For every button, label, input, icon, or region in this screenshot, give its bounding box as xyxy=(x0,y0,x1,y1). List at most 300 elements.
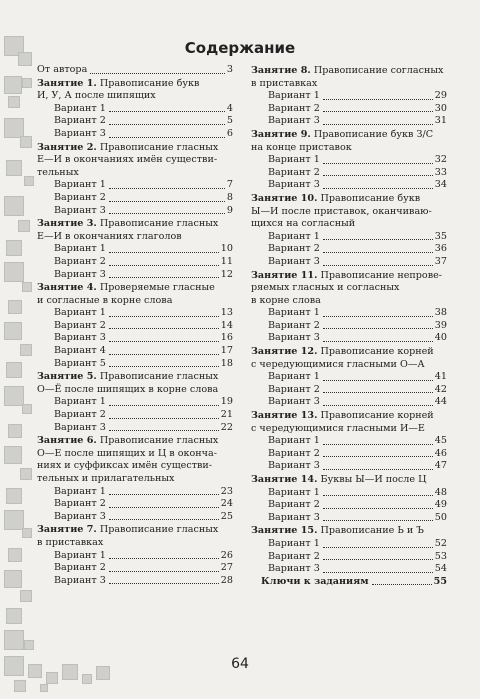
decorative-square xyxy=(24,176,34,186)
variant-entry xyxy=(37,243,233,256)
entry-label: От автора xyxy=(37,64,88,75)
entry-label: Вариант 1 xyxy=(54,485,106,497)
variant-entry xyxy=(37,332,233,345)
decorative-square xyxy=(6,608,22,624)
decorative-square xyxy=(6,488,22,504)
entry-label: Вариант 3 xyxy=(268,179,320,191)
lesson-number: Занятие 5. xyxy=(37,371,97,383)
entry-page-number: 23 xyxy=(220,485,233,497)
entry-label: Вариант 1 xyxy=(268,486,320,498)
variant-entry xyxy=(251,231,447,244)
dot-leader xyxy=(109,429,219,431)
variant-entry xyxy=(37,192,233,205)
entry-label: Вариант 3 xyxy=(268,511,320,523)
decorative-square xyxy=(6,362,22,378)
entry-page-number: 40 xyxy=(434,332,447,344)
decorative-square xyxy=(8,548,22,562)
lesson-title-text: щихся на согласный xyxy=(251,218,356,230)
entry-label: Вариант 1 xyxy=(54,549,106,561)
variant-entry xyxy=(37,256,233,269)
dot-leader xyxy=(109,187,225,189)
dot-leader xyxy=(323,238,433,240)
variant-entry xyxy=(37,409,233,422)
lesson-title-line xyxy=(251,474,447,487)
dot-leader xyxy=(323,340,433,342)
entry-page-number: 18 xyxy=(220,357,233,369)
variant-entry xyxy=(37,562,233,575)
variant-entry xyxy=(37,205,233,218)
entry-label: Вариант 1 xyxy=(54,396,106,408)
dot-leader xyxy=(323,379,433,381)
entry-label: Вариант 2 xyxy=(268,383,320,395)
entry-page-number: 50 xyxy=(434,511,447,523)
lesson-number: Занятие 15. xyxy=(251,525,318,537)
entry-page-number: 42 xyxy=(434,383,447,395)
dot-leader xyxy=(323,123,433,125)
decorative-square xyxy=(4,510,24,530)
entry-label: Вариант 2 xyxy=(268,319,320,331)
lesson-title-line xyxy=(251,206,447,219)
dot-leader xyxy=(323,251,433,253)
dot-leader xyxy=(372,583,432,585)
variant-entry xyxy=(251,435,447,448)
lesson-title-text: Правописание гласных xyxy=(99,435,219,447)
entry-label: Вариант 3 xyxy=(54,421,106,433)
lesson-title-text: Правописание букв xyxy=(320,192,421,204)
variant-entry xyxy=(37,269,233,282)
entry-page-number: 8 xyxy=(226,191,233,203)
entry-label: Вариант 3 xyxy=(54,574,106,586)
variant-entry xyxy=(251,332,447,345)
lesson-title-text: Правописание гласных xyxy=(99,141,219,153)
lesson-title-text: в корне слова xyxy=(251,294,321,306)
decorative-square xyxy=(14,680,26,692)
variant-entry xyxy=(251,448,447,461)
lesson-title-line xyxy=(251,359,447,372)
variant-entry xyxy=(251,512,447,525)
dot-leader xyxy=(323,174,433,176)
entry-label: Вариант 1 xyxy=(54,179,106,191)
decorative-square xyxy=(40,684,48,692)
dot-leader xyxy=(323,455,433,457)
decorative-square xyxy=(8,96,20,108)
entry-page-number: 55 xyxy=(433,575,447,587)
variant-entry xyxy=(37,103,233,116)
lesson-entry xyxy=(251,410,447,473)
entry-label: Вариант 4 xyxy=(54,345,106,357)
entry-page-number: 16 xyxy=(220,332,233,344)
lesson-title-line xyxy=(37,154,233,167)
entry-label: Вариант 3 xyxy=(54,204,106,216)
lesson-title-text: О—Ё после шипящих в корне слова xyxy=(37,383,219,395)
lesson-title-line xyxy=(251,129,447,142)
decorative-square xyxy=(6,160,22,176)
lesson-title-line xyxy=(251,193,447,206)
lesson-title-line xyxy=(37,371,233,384)
entry-label: Вариант 2 xyxy=(268,499,320,511)
toc-right-column xyxy=(251,64,447,588)
lesson-title-line xyxy=(37,524,233,537)
lesson-title-text: Правописание гласных xyxy=(99,218,219,230)
lesson-entry xyxy=(251,474,447,524)
variant-entry xyxy=(37,358,233,371)
entry-page-number: 44 xyxy=(434,396,447,408)
lesson-entry xyxy=(251,346,447,409)
variant-entry xyxy=(37,550,233,563)
variant-entry xyxy=(251,563,447,576)
entry-label: Вариант 2 xyxy=(54,498,106,510)
variant-entry xyxy=(251,396,447,409)
variant-entry xyxy=(251,167,447,180)
entry-page-number: 6 xyxy=(226,127,233,139)
lesson-title-line xyxy=(37,142,233,155)
decorative-square xyxy=(4,262,24,282)
lesson-title-line xyxy=(37,78,233,91)
entry-page-number: 45 xyxy=(434,435,447,447)
entry-page-number: 4 xyxy=(226,102,233,114)
entry-label: Вариант 1 xyxy=(268,154,320,166)
lesson-title-line xyxy=(251,142,447,155)
entry-label: Вариант 2 xyxy=(54,562,106,574)
dot-leader xyxy=(323,546,433,548)
entry-page-number: 22 xyxy=(220,421,233,433)
lesson-number: Занятие 14. xyxy=(251,474,318,485)
decorative-square xyxy=(22,282,32,292)
lesson-title-text: И, У, А после шипящих xyxy=(37,90,156,102)
lesson-number: Занятие 10. xyxy=(251,192,318,204)
lesson-title-text: тельных и прилагательных xyxy=(37,473,175,484)
entry-label: Вариант 2 xyxy=(268,243,320,255)
decorative-square xyxy=(4,322,22,340)
lesson-title-text: тельных xyxy=(37,166,79,178)
entry-label: Вариант 5 xyxy=(54,357,106,369)
lesson-number: Занятие 13. xyxy=(251,410,318,422)
variant-entry xyxy=(251,103,447,116)
dot-leader xyxy=(323,443,433,445)
dot-leader xyxy=(323,519,433,521)
variant-entry xyxy=(251,90,447,103)
entry-page-number: 39 xyxy=(434,319,447,331)
variant-entry xyxy=(251,384,447,397)
entry-page-number: 36 xyxy=(434,243,447,255)
variant-entry xyxy=(37,345,233,358)
entry-page-number: 9 xyxy=(226,204,233,216)
lesson-title-line xyxy=(251,346,447,359)
decorative-square xyxy=(46,672,58,684)
dot-leader xyxy=(109,276,219,278)
lesson-title-text: Правописание непрове- xyxy=(320,269,443,281)
entry-label: Вариант 2 xyxy=(268,102,320,114)
entry-page-number: 3 xyxy=(226,64,233,75)
lesson-title-text: и согласные в корне слова xyxy=(37,294,173,306)
entry-page-number: 26 xyxy=(220,549,233,561)
decorative-square xyxy=(4,446,22,464)
dot-leader xyxy=(323,507,433,509)
decorative-square xyxy=(4,570,22,588)
lesson-title-text: на конце приставок xyxy=(251,141,352,153)
lesson-title-text: Правописание корней xyxy=(320,410,434,422)
entry-label: Вариант 2 xyxy=(268,447,320,459)
entry-page-number: 47 xyxy=(434,460,447,472)
entry-page-number: 28 xyxy=(220,574,233,586)
entry-label: Вариант 2 xyxy=(268,166,320,178)
lesson-title-text: Е—И в окончаниях глаголов xyxy=(37,230,182,242)
dot-leader xyxy=(323,162,433,164)
decorative-square xyxy=(18,220,30,232)
entry-label: Ключи к заданиям xyxy=(261,575,369,587)
entry-page-number: 49 xyxy=(434,499,447,511)
dot-leader xyxy=(323,468,433,470)
decorative-square xyxy=(20,590,32,602)
dot-leader xyxy=(109,582,219,584)
lesson-number: Занятие 9. xyxy=(251,128,311,140)
variant-entry xyxy=(37,511,233,524)
entry-page-number: 35 xyxy=(434,230,447,242)
lesson-title-line xyxy=(251,282,447,295)
dot-leader xyxy=(109,417,219,419)
lesson-title-text: в приставках xyxy=(251,77,318,89)
dot-leader xyxy=(323,494,433,496)
lesson-entry xyxy=(37,524,233,587)
entry-page-number: 53 xyxy=(434,550,447,562)
dot-leader xyxy=(109,200,225,202)
entry-page-number: 11 xyxy=(220,255,233,267)
lesson-title-text: О—Е после шипящих и Ц в оконча- xyxy=(37,447,217,459)
entry-label: Вариант 3 xyxy=(54,268,106,280)
lesson-number: Занятие 4. xyxy=(37,282,97,294)
lesson-title-line xyxy=(251,270,447,283)
lesson-title-line xyxy=(37,460,233,473)
lesson-title-line xyxy=(251,410,447,423)
decorative-square xyxy=(4,76,22,94)
variant-entry xyxy=(37,320,233,333)
lesson-title-text: Ы—И после приставок, оканчиваю- xyxy=(251,205,432,217)
entry-label: Вариант 2 xyxy=(54,255,106,267)
dot-leader xyxy=(109,264,219,266)
entry-label: Вариант 2 xyxy=(54,115,106,127)
decorative-square xyxy=(22,78,32,88)
dot-leader xyxy=(109,327,219,329)
entry-page-number: 21 xyxy=(220,409,233,421)
dot-leader xyxy=(323,110,433,112)
lesson-entry xyxy=(37,371,233,434)
lesson-title-text: Проверяемые гласные xyxy=(99,282,215,294)
answer-keys-entry xyxy=(251,576,447,589)
entry-label: Вариант 3 xyxy=(54,510,106,522)
lesson-title-text: Правописание букв З/С xyxy=(313,128,434,140)
dot-leader xyxy=(109,365,219,367)
dot-leader xyxy=(109,212,225,214)
entry-label: Вариант 3 xyxy=(54,332,106,344)
decorative-square xyxy=(24,640,34,650)
lesson-title-line xyxy=(37,295,233,308)
decorative-square xyxy=(4,630,24,650)
entry-page-number: 17 xyxy=(220,345,233,357)
variant-entry xyxy=(251,307,447,320)
dot-leader xyxy=(109,493,219,495)
entry-page-number: 41 xyxy=(434,371,447,383)
entry-label: Вариант 2 xyxy=(54,409,106,421)
decorative-square xyxy=(6,240,22,256)
dot-leader xyxy=(323,558,433,560)
entry-page-number: 7 xyxy=(226,179,233,191)
entry-label: Вариант 3 xyxy=(54,127,106,139)
lesson-title-line xyxy=(251,65,447,78)
decorative-square xyxy=(20,468,32,480)
dot-leader xyxy=(109,570,219,572)
toc-left-column xyxy=(37,64,233,587)
lesson-number: Занятие 12. xyxy=(251,346,318,358)
decorative-square xyxy=(8,424,22,438)
dot-leader xyxy=(323,571,433,573)
variant-entry xyxy=(251,487,447,500)
lesson-number: Занятие 7. xyxy=(37,524,97,536)
lesson-title-text: с чередующимися гласными О—А xyxy=(251,358,425,370)
variant-entry xyxy=(251,243,447,256)
lesson-title-line xyxy=(251,78,447,91)
variant-entry xyxy=(37,422,233,435)
entry-label: Вариант 3 xyxy=(268,460,320,472)
lesson-title-line xyxy=(37,448,233,461)
variant-entry xyxy=(251,115,447,128)
lesson-number: Занятие 3. xyxy=(37,218,97,230)
variant-entry xyxy=(251,154,447,167)
dot-leader xyxy=(323,98,433,100)
lesson-title-line xyxy=(251,525,447,538)
variant-entry xyxy=(251,460,447,473)
variant-entry xyxy=(37,307,233,320)
variant-entry xyxy=(251,538,447,551)
lesson-title-text: ниях и суффиксах имён существи- xyxy=(37,460,213,472)
entry-page-number: 48 xyxy=(434,486,447,498)
decorative-square xyxy=(8,300,22,314)
entry-label: Вариант 2 xyxy=(268,550,320,562)
decorative-square xyxy=(20,344,32,356)
page-number: 64 xyxy=(231,656,249,672)
entry-label: Вариант 1 xyxy=(268,90,320,102)
lesson-title-line xyxy=(37,473,233,486)
lesson-title-line xyxy=(37,384,233,397)
entry-page-number: 37 xyxy=(434,255,447,267)
dot-leader xyxy=(109,110,225,112)
entry-label: Вариант 3 xyxy=(268,115,320,127)
lesson-title-text: ряемых гласных и согласных xyxy=(251,282,400,294)
lesson-title-text: Правописание согласных xyxy=(313,65,444,76)
lesson-title-line xyxy=(37,218,233,231)
decorative-square xyxy=(4,386,24,406)
toc-entry xyxy=(37,64,233,77)
decorative-square xyxy=(82,674,92,684)
lesson-title-text: Е—И в окончаниях имён существи- xyxy=(37,154,218,166)
lesson-entry xyxy=(37,142,233,218)
lesson-entry xyxy=(251,270,447,346)
dot-leader xyxy=(323,391,433,393)
lesson-title-text: Буквы Ы—И после Ц xyxy=(320,474,427,485)
dot-leader xyxy=(109,518,219,520)
lesson-title-line xyxy=(251,423,447,436)
lesson-number: Занятие 1. xyxy=(37,77,97,89)
dot-leader xyxy=(323,264,433,266)
entry-page-number: 31 xyxy=(434,115,447,127)
entry-page-number: 19 xyxy=(220,396,233,408)
dot-leader xyxy=(323,404,433,406)
entry-page-number: 27 xyxy=(220,562,233,574)
lesson-number: Занятие 11. xyxy=(251,269,318,281)
entry-page-number: 29 xyxy=(434,90,447,102)
lesson-entry xyxy=(37,78,233,141)
entry-page-number: 52 xyxy=(434,537,447,549)
variant-entry xyxy=(37,396,233,409)
lesson-title-line xyxy=(37,231,233,244)
dot-leader xyxy=(109,340,219,342)
entry-label: Вариант 1 xyxy=(268,371,320,383)
entry-label: Вариант 3 xyxy=(268,396,320,408)
entry-page-number: 46 xyxy=(434,447,447,459)
lesson-entry xyxy=(37,282,233,370)
variant-entry xyxy=(37,498,233,511)
lesson-title-line xyxy=(37,537,233,550)
lesson-title-text: Правописание Ь и Ъ xyxy=(320,525,424,537)
variant-entry xyxy=(37,128,233,141)
dot-leader xyxy=(90,72,225,74)
lesson-entry xyxy=(251,65,447,128)
dot-leader xyxy=(109,123,225,125)
lesson-title-line xyxy=(37,90,233,103)
dot-leader xyxy=(109,404,219,406)
lesson-title-line xyxy=(251,295,447,308)
entry-label: Вариант 3 xyxy=(268,563,320,575)
entry-page-number: 10 xyxy=(220,243,233,255)
entry-label: Вариант 1 xyxy=(54,243,106,255)
entry-page-number: 24 xyxy=(220,498,233,510)
entry-page-number: 33 xyxy=(434,166,447,178)
entry-page-number: 25 xyxy=(220,510,233,522)
lesson-number: Занятие 8. xyxy=(251,65,311,76)
dot-leader xyxy=(109,506,219,508)
dot-leader xyxy=(109,136,225,138)
entry-label: Вариант 1 xyxy=(268,230,320,242)
page-title: Содержание xyxy=(184,39,296,57)
lesson-title-line xyxy=(37,435,233,448)
entry-label: Вариант 1 xyxy=(268,307,320,319)
entry-page-number: 34 xyxy=(434,179,447,191)
variant-entry xyxy=(251,179,447,192)
lesson-title-text: Правописание корней xyxy=(320,346,434,358)
dot-leader xyxy=(323,327,433,329)
entry-page-number: 5 xyxy=(226,115,233,127)
entry-page-number: 32 xyxy=(434,154,447,166)
decorative-square xyxy=(4,196,24,216)
dot-leader xyxy=(323,187,433,189)
lesson-title-line xyxy=(37,282,233,295)
lesson-title-line xyxy=(37,167,233,180)
decorative-square xyxy=(20,136,32,148)
dot-leader xyxy=(109,353,219,355)
lesson-title-line xyxy=(251,218,447,231)
lesson-title-text: с чередующимися гласными И—Е xyxy=(251,422,425,434)
lesson-title-text: в приставках xyxy=(37,536,104,548)
entry-label: Вариант 3 xyxy=(268,332,320,344)
variant-entry xyxy=(251,256,447,269)
decorative-square xyxy=(4,118,24,138)
lesson-entry xyxy=(37,435,233,523)
lesson-number: Занятие 2. xyxy=(37,141,97,153)
entry-page-number: 38 xyxy=(434,307,447,319)
decorative-square xyxy=(22,404,32,414)
entry-label: Вариант 3 xyxy=(268,255,320,267)
dot-leader xyxy=(109,251,219,253)
entry-label: Вариант 2 xyxy=(54,191,106,203)
